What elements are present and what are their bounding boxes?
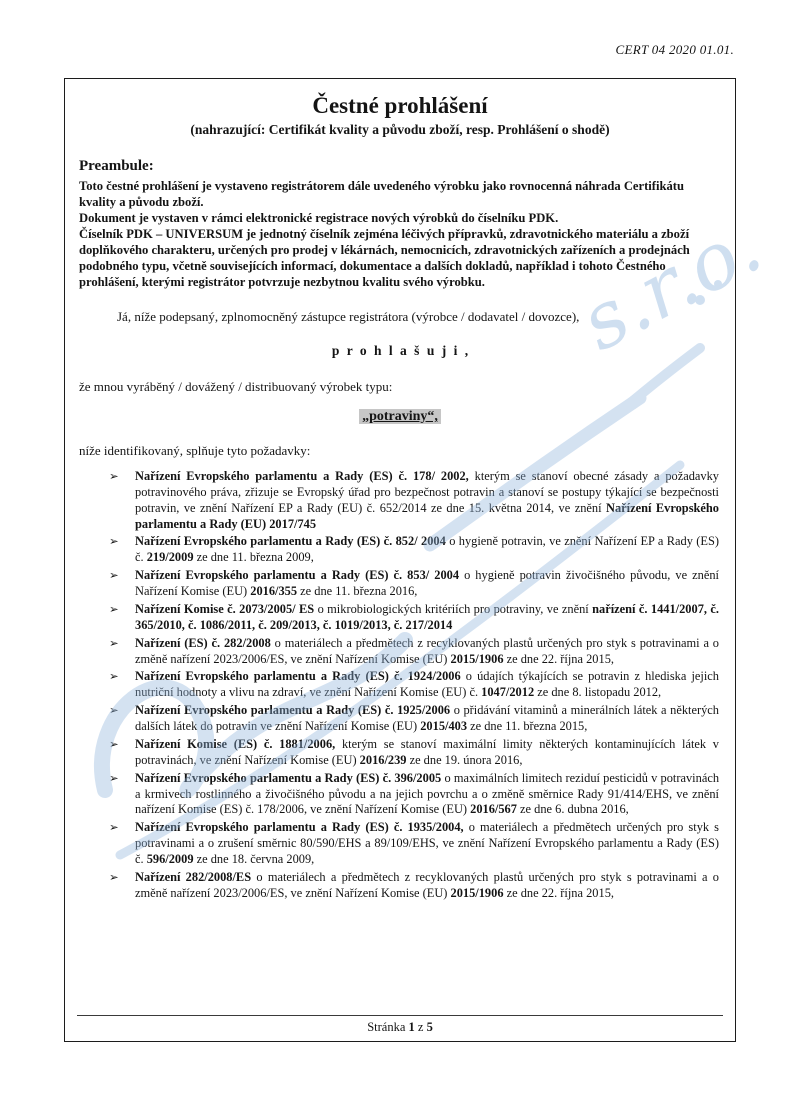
page-subtitle: (nahrazující: Certifikát kvality a původu zboží, resp. Prohlášení o shodě) — [190, 122, 610, 137]
doc-code: CERT 04 2020 01.01. — [615, 42, 734, 57]
regular-text: o přidávání vitaminů a minerálních látek a některých dalších látek do potravin ve znění Nařízení Komise (EU) — [135, 703, 719, 734]
bold-text: nařízení č. 1441/2007, č. 365/2010, č. 1086/2011, č. 209/2013, č. 1019/2013, č. 217/2014 — [135, 601, 719, 632]
watermark-text: s.r.o. — [566, 200, 776, 369]
requirements-list — [79, 469, 721, 902]
bold-text: Nařízení Evropského parlamentu a Rady (ES) č. 852/ 2004 — [135, 534, 450, 549]
regular-text: o hygieně potravin, ve znění Nařízení EP a Rady (ES) č. — [135, 534, 719, 565]
bold-text: Nařízení Evropského parlamentu a Rady (ES) č. 396/2005 — [135, 770, 445, 785]
bold-text: 5 — [426, 1020, 433, 1034]
regular-text: o maximálních limitech reziduí pesticidů v potravinách a krmivech rostlinného a živočišného původu a na jejich povrchu a o změně směrnice Rady 91/414/EHS, ve znění nařízení Komise (ES) č. 178/2006, ve znění Nařízení Komise (EU) — [135, 770, 720, 817]
arrow-bullet-icon: ➢ — [109, 770, 119, 785]
requirement-item — [79, 820, 721, 868]
arrow-bullet-icon: ➢ — [109, 468, 119, 483]
requirement-item — [79, 703, 721, 735]
preamble-paragraphs — [79, 179, 721, 291]
requirement-item — [79, 771, 721, 819]
arrow-bullet-icon: ➢ — [109, 820, 119, 835]
requirement-item — [79, 469, 721, 533]
preamble-heading: Preambule: — [79, 158, 154, 174]
regular-text: kterým se stanoví obecné zásady a požadavky potravinového práva, zřizuje se Evropský úřad pro bezpečnost potravin a stanoví se postupy týkající se bezpečnosti potravin, ve znění Nařízení EP a Rady (EU) č. 652/2014 ze dne 15. května 2014, ve znění — [135, 468, 719, 515]
arrow-bullet-icon: ➢ — [109, 703, 119, 718]
requirement-item — [79, 534, 721, 566]
bold-text: 2016/239 — [359, 752, 407, 767]
arrow-bullet-icon: ➢ — [109, 601, 119, 616]
regular-text: o materiálech a předmětech určených pro styk s potravinami a o zrušení směrnic 80/590/EHS a 89/109/EHS, ve znění Nařízení Evropského parlamentu a Rady (ES) č. — [135, 820, 719, 867]
bold-text: 2016/567 — [470, 802, 517, 817]
arrow-bullet-icon: ➢ — [109, 736, 119, 751]
preamble-paragraph: Toto čestné prohlášení je vystaveno registrátorem dále uvedeného výrobku jako rovnocenná náhrada Certifikátu kvality a původu zboží. — [79, 179, 684, 209]
regular-text: ze dne 22. října 2015, — [503, 885, 614, 900]
requirement-item — [79, 636, 721, 668]
requirement-item — [79, 568, 721, 600]
bold-text: 2015/1906 — [450, 651, 504, 666]
bold-text: 219/2009 — [146, 550, 194, 565]
bold-text: Nařízení Evropského parlamentu a Rady (ES) č. 853/ 2004 — [135, 568, 465, 583]
regular-text: o mikrobiologických kritériích pro potraviny, ve znění — [317, 601, 593, 616]
requirements-intro: níže identifikovaný, splňuje tyto požadavky: — [79, 442, 311, 458]
arrow-bullet-icon: ➢ — [109, 669, 119, 684]
bold-text: 1047/2012 — [481, 685, 535, 700]
declaration-verb: p r o h l a š u j i , — [331, 342, 469, 358]
requirement-item — [79, 870, 721, 902]
regular-text: ze dne 18. června 2009, — [193, 852, 315, 867]
bold-text: 596/2009 — [146, 852, 194, 867]
regular-text: o materiálech a předmětech z recyklovaných plastů určených pro styk s potravinami a o změně nařízení 2023/2006/ES, ve znění Nařízení Komise (EU) — [135, 869, 719, 900]
bold-text: Nařízení Evropského parlamentu a Rady (ES) č. 178/ 2002, — [135, 468, 475, 483]
regular-text: o materiálech a předmětech z recyklovaných plastů určených pro styk s potravinami a o změně nařízení 2023/2006/ES, ve znění Nařízení Komise (EU) — [135, 635, 720, 666]
product-type-wrap — [79, 409, 721, 425]
requirement-item — [79, 602, 721, 634]
bold-text: Nařízení Komise (ES) č. 1881/2006, — [135, 736, 342, 751]
page-title: Čestné prohlášení — [312, 93, 488, 118]
bold-text: Nařízení Evropského parlamentu a Rady (ES) č. 1925/2006 — [135, 703, 454, 718]
requirement-item — [79, 669, 721, 701]
bold-text: 2015/1906 — [450, 885, 504, 900]
regular-text: o hygieně potravin živočišného původu, ve znění Nařízení Komise (EU) — [135, 568, 719, 599]
regular-text: ze dne 22. října 2015, — [503, 651, 614, 666]
regular-text: kterým se stanoví maximální limity některých kontaminujících látek v potravinách, ve znění Nařízení Komise (EU) — [135, 736, 720, 767]
regular-text: ze dne 6. dubna 2016, — [516, 802, 629, 817]
bold-text: Nařízení 282/2008/ES — [135, 869, 257, 884]
regular-text: z — [414, 1020, 427, 1034]
arrow-bullet-icon: ➢ — [109, 534, 119, 549]
page-footer — [77, 1015, 723, 1035]
declaration-intro: Já, níže podepsaný, zplnomocněný zástupce registrátora (výrobce / dodavatel / dovozce), — [117, 308, 580, 324]
bold-text: 1 — [408, 1020, 415, 1034]
arrow-bullet-icon: ➢ — [109, 869, 119, 884]
bold-text: Nařízení Evropského parlamentu a Rady (ES) č. 1924/2006 — [135, 669, 466, 684]
bold-text: 2016/355 — [250, 584, 298, 599]
regular-text: ze dne 11. března 2009, — [193, 550, 314, 565]
regular-text: ze dne 11. března 2015, — [467, 719, 588, 734]
preamble-paragraph: Dokument je vystaven v rámci elektronické registrace nových výrobků do číselníku PDK. — [79, 210, 559, 225]
regular-text: ze dne 19. února 2016, — [406, 752, 523, 767]
bold-text: Nařízení Evropského parlamentu a Rady (EU) 2017/745 — [135, 500, 719, 531]
regular-text: ze dne 8. listopadu 2012, — [534, 685, 662, 700]
product-type-highlight: „potraviny“, — [359, 409, 441, 424]
regular-text: ze dne 11. března 2016, — [297, 584, 418, 599]
arrow-bullet-icon: ➢ — [109, 635, 119, 650]
bold-text: 2015/403 — [420, 719, 468, 734]
regular-text: Stránka — [367, 1020, 409, 1034]
preamble-paragraph: Číselník PDK – UNIVERSUM je jednotný číselník zejména léčivých přípravků, zdravotnického materiálu a zboží doplňkového charakteru, určených pro prodej v lékárnách, nemocnicích, zdravotnických zařízeních a prodejnách podobného typu, včetně souvisejících informací, dokumentace a dalších dokladů, například i tohoto Čestného prohlášení, kterými registrátor potvrzuje nezbytnou kvalitu svého výrobku. — [79, 226, 690, 289]
product-type-line: že mnou vyráběný / dovážený / distribuovaný výrobek typu: — [79, 378, 393, 394]
bold-text: Nařízení Evropského parlamentu a Rady (ES) č. 1935/2004, — [135, 820, 469, 835]
bold-text: Nařízení Komise č. 2073/2005/ ES — [135, 601, 318, 616]
bold-text: Nařízení (ES) č. 282/2008 — [135, 635, 275, 650]
regular-text: o údajích týkajících se potravin z hlediska jejich nutriční hodnoty a vlivu na zdraví, ve znění Nařízení Komise (EU) č. — [135, 669, 719, 700]
arrow-bullet-icon: ➢ — [109, 568, 119, 583]
document-frame — [64, 78, 736, 1042]
requirement-item — [79, 737, 721, 769]
